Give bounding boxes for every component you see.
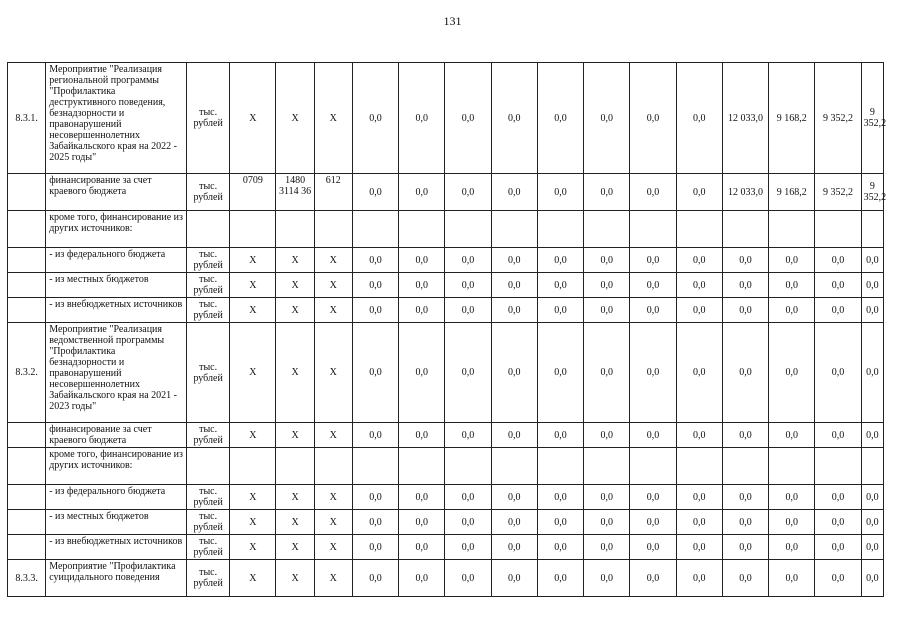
value-cell: 0,0 (445, 273, 491, 298)
value-cell: 0,0 (399, 298, 445, 323)
row-number-cell (8, 448, 46, 485)
unit-cell: тыс. рублей (187, 510, 230, 535)
value-cell: 0,0 (584, 273, 630, 298)
code-cell: X (314, 423, 352, 448)
value-cell: 0,0 (676, 485, 722, 510)
value-cell (584, 211, 630, 248)
value-cell: 0,0 (630, 273, 676, 298)
value-cell: 9 168,2 (769, 174, 815, 211)
value-cell: 0,0 (769, 510, 815, 535)
unit-cell (187, 448, 230, 485)
value-cell: 0,0 (491, 485, 537, 510)
code-cell: X (230, 248, 276, 273)
value-cell: 0,0 (445, 485, 491, 510)
value-cell: 0,0 (769, 323, 815, 423)
table-row (8, 174, 884, 211)
value-cell: 9 352,2 (861, 174, 883, 211)
value-cell: 0,0 (445, 298, 491, 323)
code-cell (230, 211, 276, 248)
value-cell (676, 448, 722, 485)
value-cell: 0,0 (399, 535, 445, 560)
code-cell: X (314, 510, 352, 535)
row-number-cell (8, 485, 46, 510)
value-cell: 0,0 (676, 248, 722, 273)
value-cell: 0,0 (861, 560, 883, 597)
table-row (8, 211, 884, 248)
table-row (8, 298, 884, 323)
code-cell: X (230, 298, 276, 323)
value-cell: 0,0 (676, 63, 722, 174)
value-cell: 0,0 (491, 423, 537, 448)
value-cell (399, 448, 445, 485)
row-number-cell: 8.3.1. (8, 63, 46, 174)
unit-cell: тыс. рублей (187, 560, 230, 597)
value-cell: 0,0 (630, 535, 676, 560)
value-cell: 0,0 (537, 248, 583, 273)
code-cell (230, 448, 276, 485)
unit-cell: тыс. рублей (187, 423, 230, 448)
unit-cell (187, 211, 230, 248)
value-cell (676, 211, 722, 248)
value-cell: 0,0 (352, 323, 398, 423)
value-cell: 9 352,2 (815, 63, 861, 174)
code-cell (314, 448, 352, 485)
value-cell: 0,0 (584, 323, 630, 423)
value-cell: 0,0 (352, 298, 398, 323)
value-cell: 0,0 (815, 535, 861, 560)
value-cell (399, 211, 445, 248)
value-cell: 0,0 (352, 510, 398, 535)
code-cell: X (276, 248, 314, 273)
row-number-cell (8, 174, 46, 211)
unit-cell: тыс. рублей (187, 273, 230, 298)
value-cell: 0,0 (352, 560, 398, 597)
value-cell (445, 211, 491, 248)
value-cell: 0,0 (352, 535, 398, 560)
value-cell: 0,0 (769, 535, 815, 560)
value-cell: 0,0 (537, 485, 583, 510)
value-cell: 0,0 (584, 248, 630, 273)
page-number: 131 (443, 14, 462, 28)
value-cell: 0,0 (630, 248, 676, 273)
value-cell: 0,0 (584, 485, 630, 510)
value-cell: 0,0 (676, 298, 722, 323)
code-cell: X (314, 323, 352, 423)
row-number-cell (8, 298, 46, 323)
code-cell: X (314, 248, 352, 273)
code-cell: X (314, 485, 352, 510)
description-cell: Мероприятие "Профилактика суицидального поведения (46, 560, 187, 597)
value-cell: 0,0 (676, 510, 722, 535)
value-cell: 0,0 (491, 63, 537, 174)
description-cell: - из внебюджетных источников (46, 298, 187, 323)
description-cell: - из внебюджетных источников (46, 535, 187, 560)
value-cell: 0,0 (352, 423, 398, 448)
value-cell: 0,0 (722, 298, 768, 323)
value-cell (815, 448, 861, 485)
value-cell: 0,0 (630, 298, 676, 323)
description-cell: - из местных бюджетов (46, 510, 187, 535)
value-cell: 0,0 (584, 63, 630, 174)
description-cell: финансирование за счет краевого бюджета (46, 423, 187, 448)
value-cell (630, 211, 676, 248)
unit-cell: тыс. рублей (187, 485, 230, 510)
value-cell: 0,0 (861, 273, 883, 298)
value-cell: 0,0 (352, 174, 398, 211)
row-number-cell (8, 510, 46, 535)
code-cell: 612 (314, 174, 352, 211)
value-cell (722, 448, 768, 485)
code-cell: X (314, 535, 352, 560)
row-number-cell (8, 211, 46, 248)
value-cell: 9 352,2 (861, 63, 883, 174)
value-cell: 0,0 (861, 485, 883, 510)
value-cell: 0,0 (815, 298, 861, 323)
value-cell: 0,0 (722, 535, 768, 560)
table-row (8, 63, 884, 174)
code-cell: X (314, 63, 352, 174)
value-cell: 12 033,0 (722, 174, 768, 211)
value-cell: 0,0 (815, 485, 861, 510)
table-row (8, 535, 884, 560)
value-cell: 0,0 (399, 63, 445, 174)
value-cell: 0,0 (399, 510, 445, 535)
value-cell: 0,0 (815, 510, 861, 535)
value-cell (445, 448, 491, 485)
code-cell: 0709 (230, 174, 276, 211)
value-cell: 0,0 (722, 423, 768, 448)
value-cell (861, 448, 883, 485)
value-cell: 0,0 (491, 248, 537, 273)
code-cell: X (276, 63, 314, 174)
value-cell: 0,0 (861, 323, 883, 423)
value-cell: 0,0 (584, 174, 630, 211)
description-cell: Мероприятие "Реализация ведомственной программы "Профилактика безнадзорности и правонарушений несовершеннолетних Забайкальского края на 2021 - 2023 годы" (46, 323, 187, 423)
value-cell (584, 448, 630, 485)
value-cell: 0,0 (445, 174, 491, 211)
value-cell: 0,0 (722, 273, 768, 298)
code-cell: X (276, 485, 314, 510)
code-cell: X (230, 485, 276, 510)
row-number-cell: 8.3.2. (8, 323, 46, 423)
value-cell: 0,0 (584, 423, 630, 448)
code-cell: X (230, 63, 276, 174)
row-number-cell: 8.3.3. (8, 560, 46, 597)
code-cell: X (230, 323, 276, 423)
table-body (8, 63, 887, 597)
value-cell: 0,0 (445, 423, 491, 448)
value-cell: 0,0 (537, 560, 583, 597)
row-number-cell (8, 248, 46, 273)
value-cell: 0,0 (352, 63, 398, 174)
unit-cell: тыс. рублей (187, 323, 230, 423)
value-cell: 0,0 (676, 323, 722, 423)
code-cell: X (230, 423, 276, 448)
value-cell (722, 211, 768, 248)
table-row (8, 560, 884, 597)
row-number-cell (8, 535, 46, 560)
code-cell (276, 211, 314, 248)
code-cell: X (230, 510, 276, 535)
value-cell: 0,0 (815, 423, 861, 448)
value-cell: 0,0 (861, 298, 883, 323)
value-cell: 0,0 (769, 423, 815, 448)
code-cell: X (230, 560, 276, 597)
description-cell: кроме того, финансирование из других источников: (46, 448, 187, 485)
value-cell: 0,0 (676, 174, 722, 211)
value-cell: 0,0 (399, 485, 445, 510)
table-row (8, 448, 884, 485)
value-cell: 0,0 (630, 510, 676, 535)
value-cell: 0,0 (352, 485, 398, 510)
value-cell: 0,0 (722, 510, 768, 535)
value-cell: 0,0 (630, 174, 676, 211)
table-row (8, 423, 884, 448)
value-cell: 0,0 (815, 273, 861, 298)
table-row (8, 510, 884, 535)
value-cell: 0,0 (445, 560, 491, 597)
value-cell: 0,0 (352, 273, 398, 298)
value-cell: 0,0 (491, 535, 537, 560)
value-cell: 0,0 (399, 560, 445, 597)
value-cell: 0,0 (491, 174, 537, 211)
description-cell: кроме того, финансирование из других источников: (46, 211, 187, 248)
value-cell: 0,0 (769, 298, 815, 323)
table-row (8, 273, 884, 298)
table-row (8, 485, 884, 510)
value-cell: 0,0 (676, 535, 722, 560)
value-cell: 0,0 (491, 298, 537, 323)
code-cell: X (276, 510, 314, 535)
value-cell (352, 211, 398, 248)
value-cell: 9 168,2 (769, 63, 815, 174)
value-cell: 0,0 (491, 323, 537, 423)
code-cell: 1480 3114 36 (276, 174, 314, 211)
unit-cell: тыс. рублей (187, 174, 230, 211)
value-cell (352, 448, 398, 485)
value-cell: 0,0 (537, 535, 583, 560)
value-cell: 0,0 (537, 174, 583, 211)
value-cell: 0,0 (630, 423, 676, 448)
description-cell: - из федерального бюджета (46, 485, 187, 510)
value-cell: 0,0 (630, 63, 676, 174)
unit-cell: тыс. рублей (187, 63, 230, 174)
value-cell: 0,0 (491, 273, 537, 298)
value-cell: 0,0 (722, 248, 768, 273)
value-cell: 0,0 (491, 560, 537, 597)
description-cell: Мероприятие "Реализация региональной программы "Профилактика деструктивного поведения, безнадзорности и правонарушений несовершеннолетних Забайкальского края на 2022 - 2025 годы" (46, 63, 187, 174)
value-cell: 0,0 (399, 273, 445, 298)
value-cell (630, 448, 676, 485)
value-cell: 0,0 (861, 248, 883, 273)
code-cell: X (314, 273, 352, 298)
value-cell: 0,0 (399, 248, 445, 273)
description-cell: финансирование за счет краевого бюджета (46, 174, 187, 211)
value-cell: 0,0 (352, 248, 398, 273)
code-cell: X (276, 423, 314, 448)
table-row (8, 323, 884, 423)
value-cell: 0,0 (630, 485, 676, 510)
row-number-cell (8, 273, 46, 298)
value-cell (815, 211, 861, 248)
description-cell: - из местных бюджетов (46, 273, 187, 298)
value-cell: 0,0 (584, 535, 630, 560)
value-cell (491, 211, 537, 248)
value-cell: 0,0 (630, 560, 676, 597)
value-cell: 0,0 (584, 298, 630, 323)
code-cell: X (276, 298, 314, 323)
value-cell: 0,0 (537, 63, 583, 174)
value-cell: 0,0 (676, 273, 722, 298)
value-cell: 0,0 (722, 323, 768, 423)
value-cell: 0,0 (445, 248, 491, 273)
value-cell: 0,0 (445, 63, 491, 174)
code-cell: X (230, 535, 276, 560)
value-cell: 0,0 (399, 423, 445, 448)
value-cell: 0,0 (861, 510, 883, 535)
value-cell (537, 448, 583, 485)
code-cell: X (314, 298, 352, 323)
value-cell (769, 211, 815, 248)
value-cell: 0,0 (491, 510, 537, 535)
value-cell: 0,0 (815, 560, 861, 597)
value-cell: 0,0 (769, 560, 815, 597)
value-cell: 0,0 (537, 510, 583, 535)
code-cell: X (230, 273, 276, 298)
value-cell: 0,0 (861, 423, 883, 448)
unit-cell: тыс. рублей (187, 298, 230, 323)
value-cell: 0,0 (769, 273, 815, 298)
value-cell: 0,0 (537, 423, 583, 448)
value-cell: 0,0 (676, 560, 722, 597)
code-cell: X (276, 560, 314, 597)
code-cell (276, 448, 314, 485)
value-cell: 0,0 (537, 273, 583, 298)
value-cell: 0,0 (676, 423, 722, 448)
budget-table (7, 62, 887, 597)
code-cell: X (276, 273, 314, 298)
value-cell: 0,0 (445, 323, 491, 423)
value-cell: 0,0 (815, 323, 861, 423)
value-cell: 9 352,2 (815, 174, 861, 211)
value-cell (537, 211, 583, 248)
code-cell (314, 211, 352, 248)
value-cell: 0,0 (722, 485, 768, 510)
value-cell: 0,0 (399, 323, 445, 423)
value-cell: 0,0 (537, 323, 583, 423)
value-cell (491, 448, 537, 485)
row-number-cell (8, 423, 46, 448)
unit-cell: тыс. рублей (187, 535, 230, 560)
code-cell: X (314, 560, 352, 597)
value-cell: 12 033,0 (722, 63, 768, 174)
value-cell: 0,0 (399, 174, 445, 211)
value-cell: 0,0 (769, 248, 815, 273)
value-cell: 0,0 (445, 535, 491, 560)
table-row (8, 248, 884, 273)
value-cell (861, 211, 883, 248)
code-cell: X (276, 535, 314, 560)
code-cell: X (276, 323, 314, 423)
unit-cell: тыс. рублей (187, 248, 230, 273)
value-cell: 0,0 (861, 535, 883, 560)
value-cell: 0,0 (630, 323, 676, 423)
value-cell: 0,0 (815, 248, 861, 273)
value-cell: 0,0 (722, 560, 768, 597)
value-cell: 0,0 (769, 485, 815, 510)
value-cell: 0,0 (445, 510, 491, 535)
value-cell (769, 448, 815, 485)
value-cell: 0,0 (584, 560, 630, 597)
value-cell: 0,0 (537, 298, 583, 323)
value-cell: 0,0 (584, 510, 630, 535)
description-cell: - из федерального бюджета (46, 248, 187, 273)
